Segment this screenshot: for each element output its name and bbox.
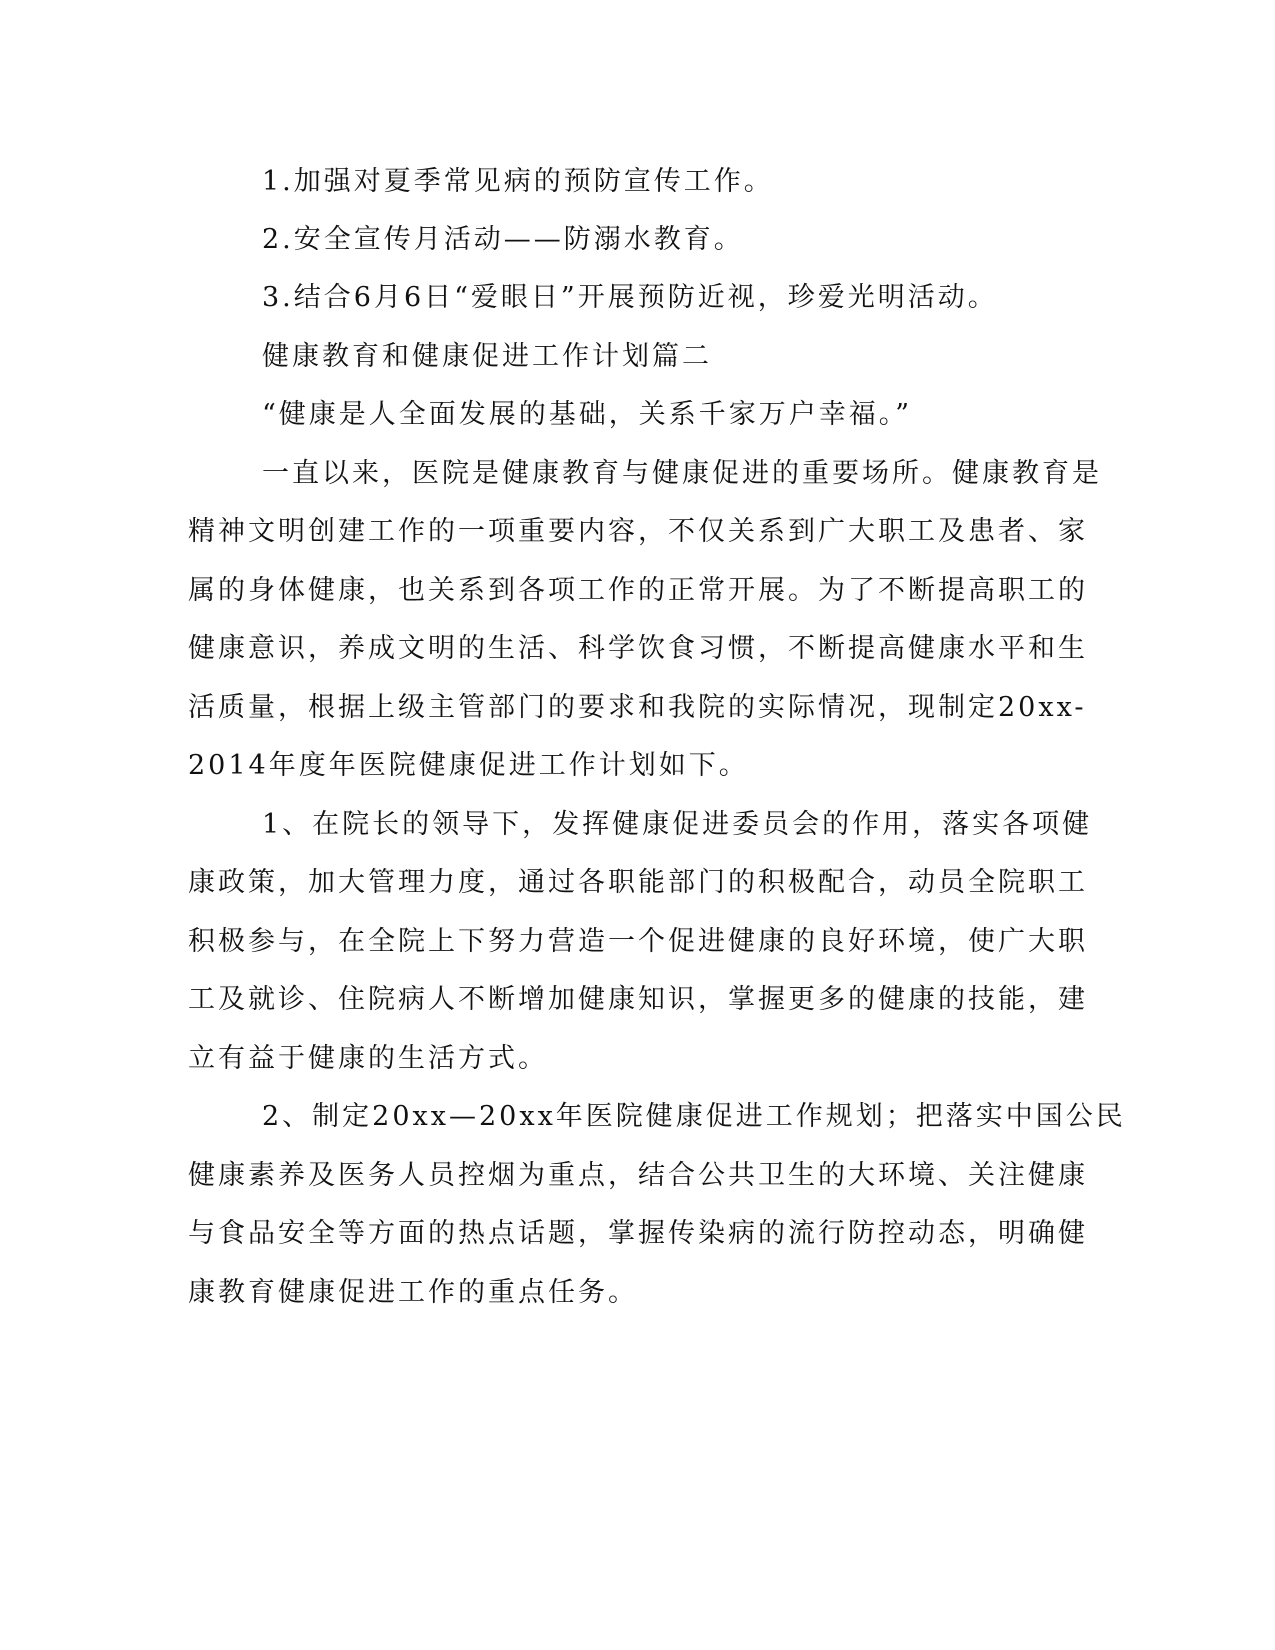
paragraph-3-line-3: 与食品安全等方面的热点话题，掌握传染病的流行防控动态，明确健 [188, 1218, 1088, 1249]
paragraph-2-line-4: 工及就诊、住院病人不断增加健康知识，掌握更多的健康的技能，建 [188, 984, 1088, 1015]
paragraph-3-line-2: 健康素养及医务人员控烟为重点，结合公共卫生的大环境、关注健康 [188, 1160, 1088, 1191]
paragraph-1-line-2: 精神文明创建工作的一项重要内容，不仅关系到广大职工及患者、家 [188, 516, 1088, 547]
paragraph-1-line-5: 活质量，根据上级主管部门的要求和我院的实际情况，现制定20xx- [188, 692, 1087, 723]
paragraph-2-line-2: 康政策，加大管理力度，通过各职能部门的积极配合，动员全院职工 [188, 867, 1088, 898]
section-title: 健康教育和健康促进工作计划篇二 [262, 341, 712, 372]
list-item-3: 3.结合6月6日“爱眼日”开展预防近视，珍爱光明活动。 [262, 282, 998, 313]
quote-line: “健康是人全面发展的基础，关系千家万户幸福。” [262, 399, 913, 430]
paragraph-1-line-1: 一直以来，医院是健康教育与健康促进的重要场所。健康教育是 [262, 458, 1102, 489]
paragraph-1-line-4: 健康意识，养成文明的生活、科学饮食习惯，不断提高健康水平和生 [188, 633, 1088, 664]
paragraph-1-line-3: 属的身体健康，也关系到各项工作的正常开展。为了不断提高职工的 [188, 575, 1088, 606]
paragraph-1-line-6: 2014年度年医院健康促进工作计划如下。 [188, 750, 749, 781]
paragraph-3-line-4: 康教育健康促进工作的重点任务。 [188, 1277, 638, 1308]
paragraph-3-line-1: 2、制定20xx—20xx年医院健康促进工作规划；把落实中国公民 [262, 1101, 1126, 1132]
paragraph-2-line-1: 1、在院长的领导下，发挥健康促进委员会的作用，落实各项健 [262, 809, 1093, 840]
paragraph-2-line-3: 积极参与，在全院上下努力营造一个促进健康的良好环境，使广大职 [188, 926, 1088, 957]
paragraph-2-line-5: 立有益于健康的生活方式。 [188, 1043, 548, 1074]
list-item-1: 1.加强对夏季常见病的预防宣传工作。 [262, 166, 774, 197]
list-item-2: 2.安全宣传月活动——防溺水教育。 [262, 224, 744, 255]
